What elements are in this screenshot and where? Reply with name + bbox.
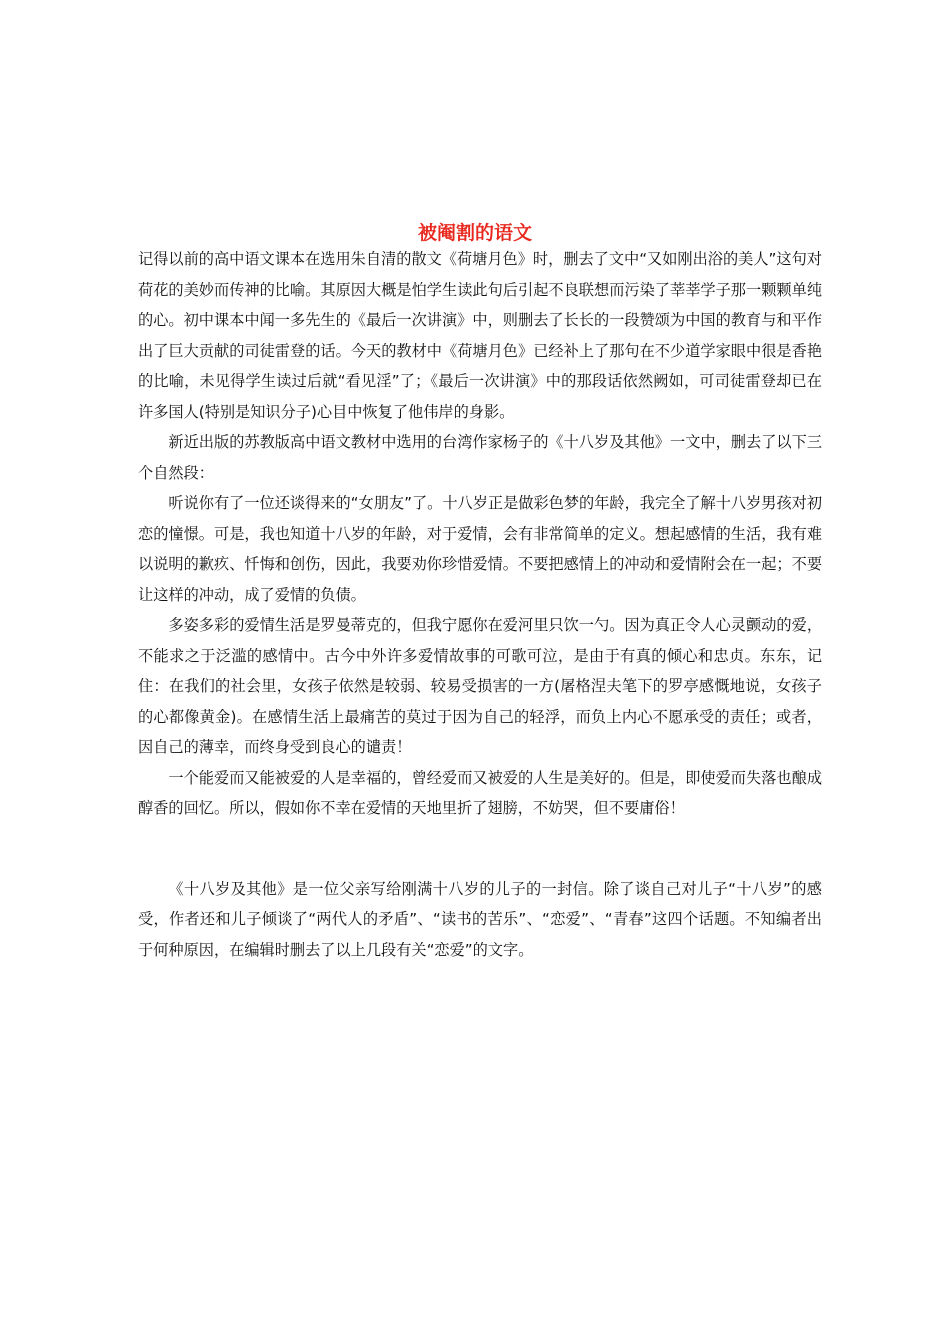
document-body: [138, 244, 822, 965]
paragraph-1: 记得以前的高中语文课本在选用朱自清的散文《荷塘月色》时，删去了文中“又如刚出浴的美人”这句对荷花的美妙而传神的比喻。其原因大概是怕学生读此句后引起不良联想而污染了莘莘学子那一颗颗单纯的心。初中课本中闻一多先生的《最后一次讲演》中，则删去了长长的一段赞颂为中国的教育与和平作出了巨大贡献的司徒雷登的话。今天的教材中《荷塘月色》已经补上了那句在不少道学家眼中很是香艳的比喻，未见得学生读过后就“看见淫”了；《最后一次讲演》中的那段话依然阙如，可司徒雷登却已在许多国人(特别是知识分子)心目中恢复了他伟岸的身影。: [138, 250, 822, 421]
paragraph-2: 新近出版的苏教版高中语文教材中选用的台湾作家杨子的《十八岁及其他》一文中，删去了以下三个自然段：: [138, 433, 822, 482]
quoted-paragraph-2: 多姿多彩的爱情生活是罗曼蒂克的，但我宁愿你在爱河里只饮一勺。因为真正令人心灵颤动的爱，不能求之于泛滥的感情中。古今中外许多爱情故事的可歌可泣，是由于有真的倾心和忠贞。东东，记住：在我们的社会里，女孩子依然是较弱、较易受损害的一方(屠格涅夫笔下的罗亭感慨地说，女孩子的心都像黄金)。在感情生活上最痛苦的莫过于因为自己的轻浮，而负上内心不愿承受的责任；或者，因自己的薄幸，而终身受到良心的谴责！: [138, 616, 822, 756]
quoted-paragraph-3: 一个能爱而又能被爱的人是幸福的，曾经爱而又被爱的人生是美好的。但是，即使爱而失落也酿成醇香的回忆。所以，假如你不幸在爱情的天地里折了翅膀，不妨哭，但不要庸俗！: [138, 768, 822, 817]
quoted-paragraph-1: 听说你有了一位还谈得来的“女朋友”了。十八岁正是做彩色梦的年龄，我完全了解十八岁男孩对初恋的憧憬。可是，我也知道十八岁的年龄，对于爱情，会有非常简单的定义。想起感情的生活，我有难以说明的歉疚、忏悔和创伤，因此，我要劝你珍惜爱情。不要把感情上的冲动和爱情附会在一起；不要让这样的冲动，成了爱情的负债。: [138, 494, 823, 604]
document-title: 被阉割的语文: [417, 222, 532, 244]
paragraph-closing: 《十八岁及其他》是一位父亲写给刚满十八岁的儿子的一封信。除了谈自己对儿子“十八岁”的感受，作者还和儿子倾谈了“两代人的矛盾”、“读书的苦乐”、“恋爱”、“青春”这四个话题。不知编者出于何种原因，在编辑时删去了以上几段有关“恋爱”的文字。: [138, 879, 822, 959]
